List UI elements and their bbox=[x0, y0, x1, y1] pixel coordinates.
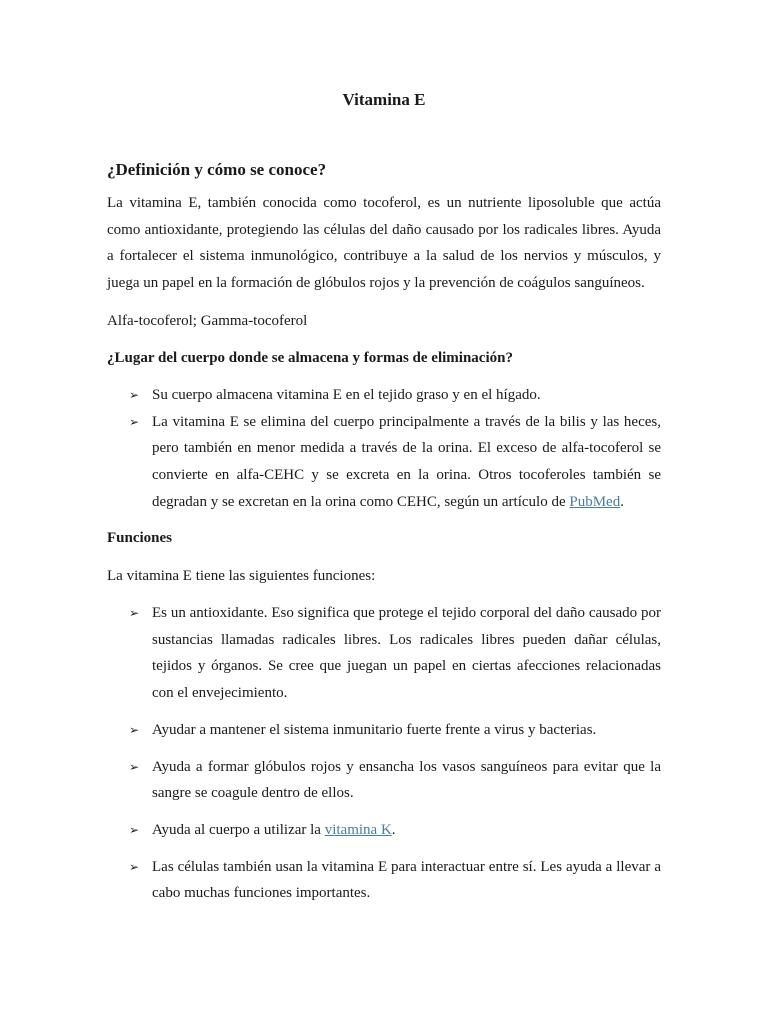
vitamin-k-link[interactable]: vitamina K bbox=[324, 821, 392, 838]
list-item-text: La vitamina E se elimina del cuerpo principalmente a través de la bilis y las heces, pero también en menor medida a través de la orina. El exceso de alfa-tocoferol se convierte en alfa-CEHC y se excreta en la orina. Otros tocoferoles también se degradan y se excretan en la orina como CEHC, según un artículo de bbox=[152, 413, 661, 510]
arrow-bullet-icon: ➢ bbox=[129, 759, 140, 774]
list-item bbox=[107, 600, 661, 707]
list-item-text: Es un antioxidante. Eso significa que protege el tejido corporal del daño causado por sustancias llamadas radicales libres. Los radicales libres pueden dañar células, tejidos y órganos. Se cree que juegan un papel en ciertas afecciones relacionadas con el envejecimiento. bbox=[152, 605, 661, 702]
storage-list bbox=[107, 382, 661, 516]
document-title: Vitamina E bbox=[342, 90, 426, 109]
section-definition-heading: ¿Definición y cómo se conoce? bbox=[107, 160, 327, 179]
list-item bbox=[107, 409, 661, 516]
section-storage-heading: ¿Lugar del cuerpo donde se almacena y formas de eliminación? bbox=[107, 350, 513, 366]
list-item-text: Las células también usan la vitamina E para interactuar entre sí. Les ayuda a llevar a cabo muchas funciones importantes. bbox=[152, 858, 661, 902]
list-item bbox=[107, 717, 661, 744]
functions-list bbox=[107, 600, 661, 917]
list-item bbox=[107, 817, 661, 844]
list-item-text: Su cuerpo almacena vitamina E en el tejido graso y en el hígado. bbox=[152, 387, 541, 403]
section-functions-heading: Funciones bbox=[107, 530, 173, 546]
arrow-bullet-icon: ➢ bbox=[129, 822, 140, 837]
arrow-bullet-icon: ➢ bbox=[129, 606, 140, 620]
arrow-bullet-icon: ➢ bbox=[129, 414, 140, 429]
functions-intro: La vitamina E tiene las siguientes funciones: bbox=[107, 568, 376, 584]
arrow-bullet-icon: ➢ bbox=[129, 722, 140, 737]
arrow-bullet-icon: ➢ bbox=[129, 859, 140, 874]
period: . bbox=[620, 493, 624, 510]
list-item-text: Ayuda al cuerpo a utilizar la bbox=[152, 821, 325, 838]
forms-line: Alfa-tocoferol; Gamma-tocoferol bbox=[107, 313, 308, 329]
period: . bbox=[391, 821, 396, 838]
pubmed-link[interactable]: PubMed bbox=[569, 493, 621, 510]
arrow-bullet-icon: ➢ bbox=[129, 388, 140, 402]
definition-paragraph: La vitamina E, también conocida como tocoferol, es un nutriente liposoluble que actúa como antioxidante, protegiendo las células del daño causado por los radicales libres. Ayuda a fortalecer el sistema inmunológico, contribuye a la salud de los nervios y músculos, y juega un papel en la formación de glóbulos rojos y la prevención de coágulos sanguíneos. bbox=[107, 195, 661, 292]
list-item bbox=[107, 382, 661, 409]
list-item bbox=[107, 854, 661, 907]
list-item bbox=[107, 754, 661, 807]
list-item-text: Ayuda a formar glóbulos rojos y ensancha los vasos sanguíneos para evitar que la sangre se coagule dentro de ellos. bbox=[152, 758, 661, 802]
list-item-text: Ayudar a mantener el sistema inmunitario fuerte frente a virus y bacterias. bbox=[152, 721, 597, 738]
